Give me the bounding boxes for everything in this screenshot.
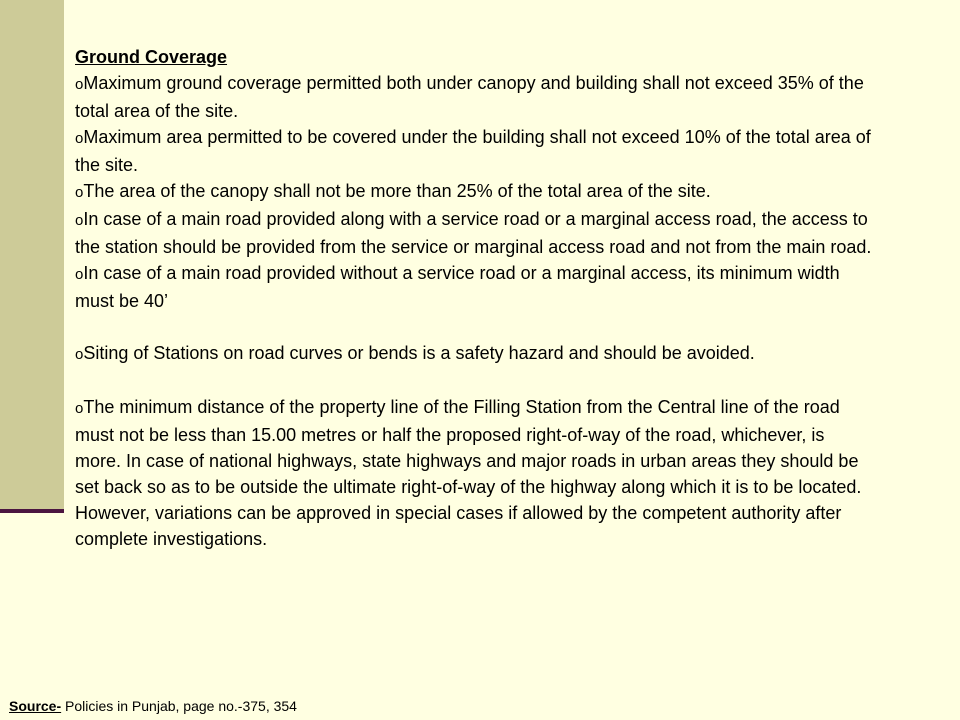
- bullet-item: [75, 394, 875, 552]
- bullet-text: The minimum distance of the property line of the Filling Station from the Central line of the road must not be less than 15.00 metres or half the proposed right-of-way of the road, whichever, is more. In case of national highways, state highways and major roads in urban areas they should be set back so as to be outside the ultimate right-of-way of the highway along which it is to be located. However, variations can be approved in special cases if allowed by the competent authority after complete investigations.: [75, 397, 862, 549]
- bullet-marker: o: [75, 346, 84, 363]
- bullet-marker: o: [75, 184, 84, 201]
- decorative-side-band: [0, 0, 64, 510]
- bullet-item: [75, 178, 875, 206]
- bullet-marker: o: [75, 266, 84, 283]
- bullet-marker: o: [75, 212, 84, 229]
- bullet-text: Siting of Stations on road curves or bends is a safety hazard and should be avoided.: [83, 343, 755, 363]
- bullet-text: In case of a main road provided without a service road or a marginal access, its minimum width must be 40’: [75, 263, 840, 311]
- bullet-item: [75, 206, 875, 260]
- source-text: Policies in Punjab, page no.-375, 354: [61, 698, 297, 714]
- spacer: [75, 368, 875, 394]
- bullet-text: In case of a main road provided along with a service road or a marginal access road, the access to the station should be provided from the service or marginal access road and not from the main road.: [75, 209, 872, 257]
- bullet-item: [75, 70, 875, 124]
- bullet-marker: o: [75, 130, 84, 147]
- source-label: Source-: [9, 698, 62, 714]
- section-heading: Ground Coverage: [75, 47, 228, 67]
- source-citation: [9, 697, 297, 715]
- bullet-text: Maximum ground coverage permitted both under canopy and building shall not exceed 35% of the total area of the site.: [75, 73, 864, 121]
- bullet-text: The area of the canopy shall not be more than 25% of the total area of the site.: [83, 181, 711, 201]
- bullet-marker: o: [75, 76, 84, 93]
- bullet-item: [75, 124, 875, 178]
- bullet-marker: o: [75, 400, 84, 417]
- bullet-item: [75, 260, 875, 314]
- bullet-text: Maximum area permitted to be covered under the building shall not exceed 10% of the total area of the site.: [75, 127, 871, 175]
- decorative-side-line: [0, 509, 64, 513]
- spacer: [75, 314, 875, 340]
- bullet-item: [75, 340, 875, 368]
- slide-content: [75, 44, 875, 552]
